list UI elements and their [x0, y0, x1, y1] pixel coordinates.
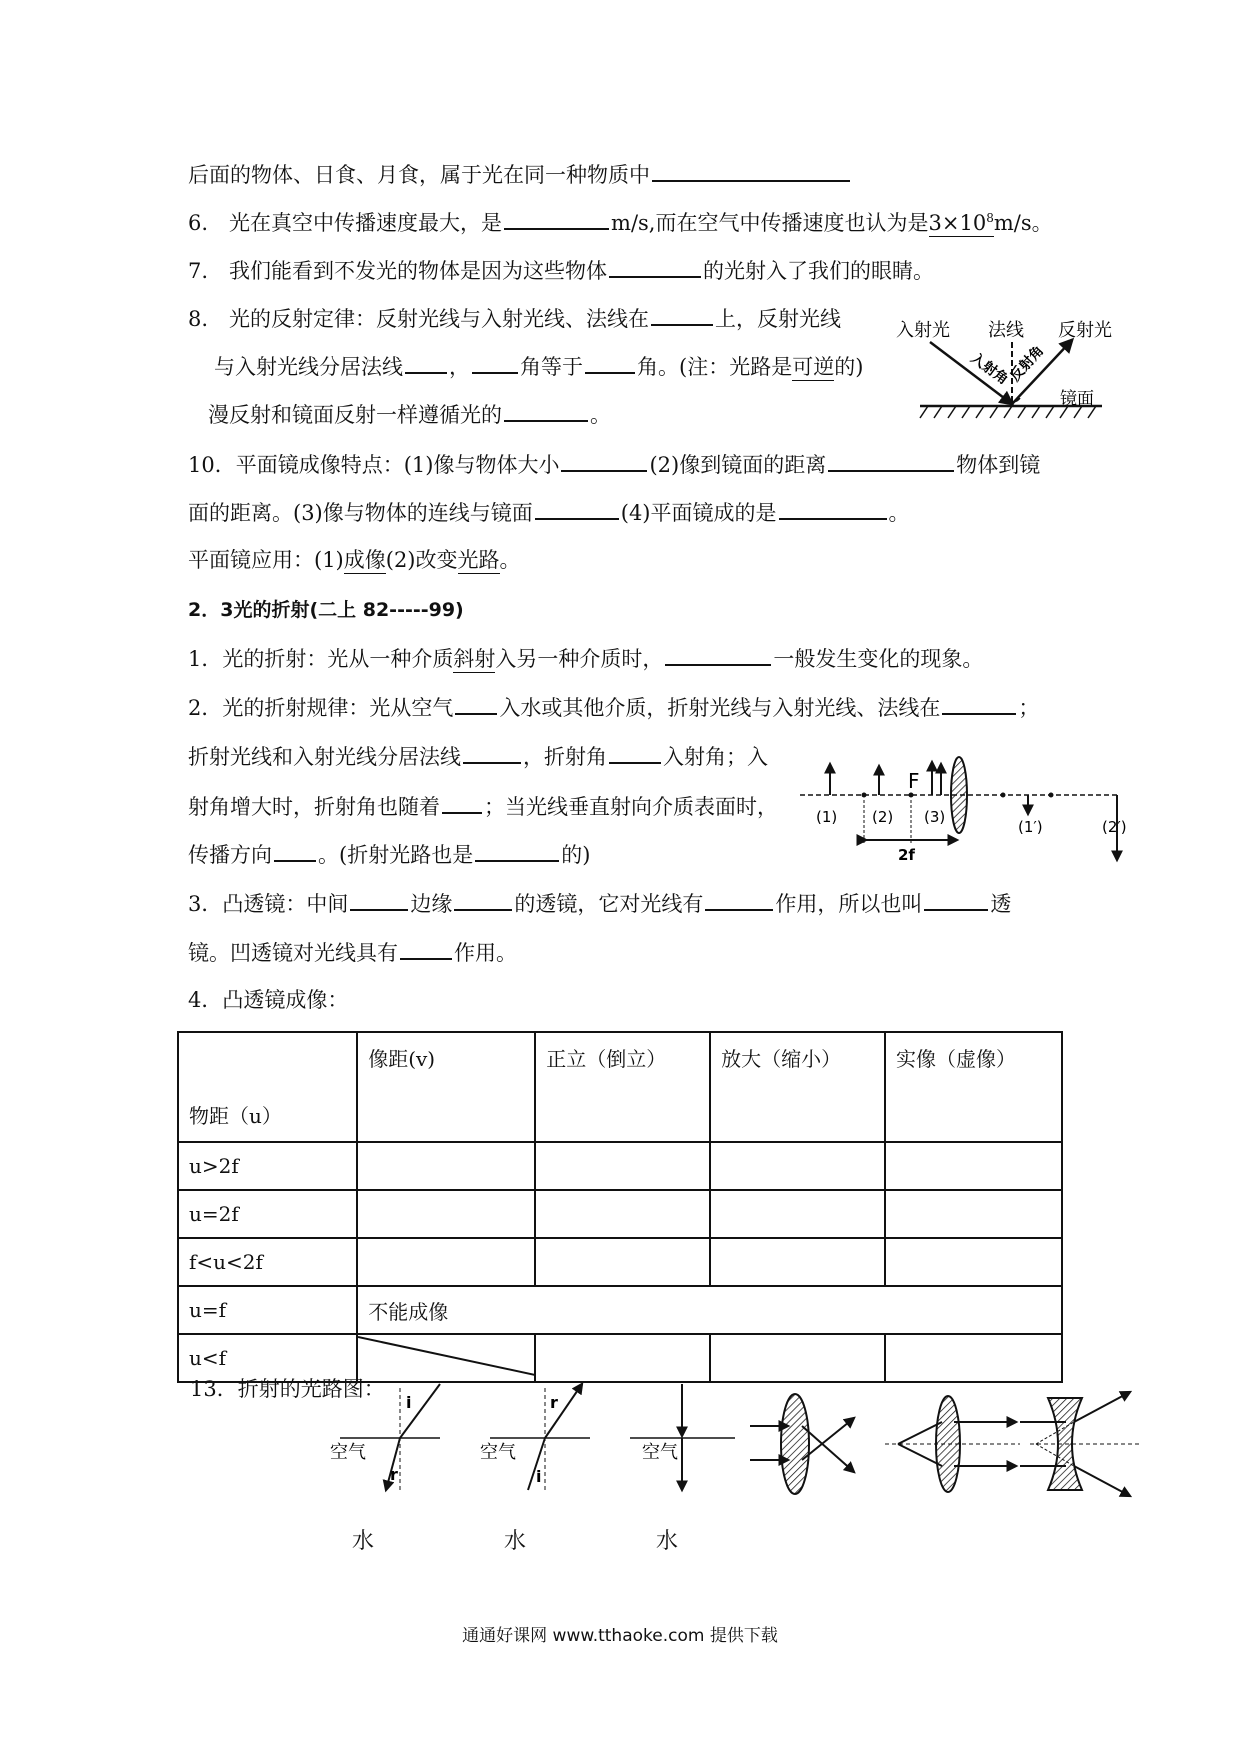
lens-diagram [800, 752, 1130, 872]
text: 入射角；入 [663, 745, 768, 769]
text: 水 [504, 1529, 527, 1554]
header-real [885, 1032, 1062, 1142]
text: 4．凸透镜成像： [188, 988, 349, 1012]
text: 7. 我们能看到不发光的物体是因为这些物体 [188, 259, 608, 283]
blank[interactable] [665, 642, 771, 666]
blank[interactable] [454, 887, 512, 911]
blank[interactable] [463, 740, 521, 764]
refraction-diagram-6 [1020, 1392, 1140, 1496]
blank[interactable] [705, 887, 773, 911]
cell[interactable] [710, 1334, 885, 1382]
text: ； [1018, 696, 1040, 720]
cell[interactable] [885, 1190, 1062, 1238]
question-8-line3 [208, 398, 611, 430]
text: 2．3光的折射(二上 82-----99) [188, 599, 464, 621]
cell[interactable] [357, 1190, 535, 1238]
refraction-q3-line2 [188, 936, 517, 968]
text: 角。(注：光路是 [637, 355, 793, 379]
text: (4)平面镜成的是 [620, 501, 777, 525]
text: 物体到镜 [956, 453, 1041, 477]
blank[interactable] [535, 496, 619, 520]
point-f [909, 793, 914, 798]
text: 的光射入了我们的眼睛。 [703, 259, 935, 283]
angle-r-label: r [550, 1393, 558, 1412]
text: 。 [499, 548, 521, 572]
blank[interactable] [472, 350, 518, 374]
question-10-line1 [188, 448, 1040, 480]
table-row [178, 1142, 1062, 1190]
text: 作用。 [454, 941, 517, 965]
blank[interactable] [609, 254, 701, 278]
table-header-row [178, 1032, 1062, 1142]
row-label [178, 1238, 357, 1286]
question-6 [188, 206, 1053, 238]
no-image-cell [357, 1286, 1062, 1334]
blank[interactable] [828, 448, 954, 472]
refraction-q4 [188, 985, 348, 1015]
header-upright [535, 1032, 710, 1142]
text: 不能成像 [368, 1299, 449, 1324]
angle-r-label: r [390, 1465, 398, 1484]
row-label [178, 1142, 357, 1190]
blank[interactable] [561, 448, 647, 472]
text: 。 [888, 501, 910, 525]
incident-label: 入射光 [896, 320, 950, 341]
plane-mirror-application [188, 545, 521, 575]
refraction-diagram-5 [885, 1396, 1020, 1492]
blank[interactable] [609, 740, 661, 764]
text: 的) [561, 843, 591, 867]
convex-lens-table [177, 1031, 1063, 1383]
text: 的透镜，它对光线有 [514, 892, 704, 916]
text: f<u<2f [189, 1250, 263, 1274]
water-label-2 [504, 1524, 526, 1555]
table-row [178, 1190, 1062, 1238]
twof-label: 2f [898, 846, 915, 864]
angle-i-label: i [536, 1467, 542, 1486]
refraction-q2-line4 [188, 838, 590, 870]
question-7 [188, 254, 934, 286]
angle-out-label: 反射角 [1007, 342, 1048, 385]
text: 漫反射和镜面反射一样遵循光的 [208, 403, 502, 427]
text: 10．平面镜成像特点：(1)像与物体大小 [188, 453, 560, 477]
text: 2．光的折射规律：光从空气 [188, 696, 454, 720]
blank[interactable] [924, 887, 988, 911]
blank[interactable] [274, 838, 316, 862]
footer [0, 1621, 1240, 1646]
text: 正立（倒立） [546, 1047, 667, 1071]
mirror-label: 镜面 [1060, 389, 1094, 409]
row-label [178, 1286, 357, 1334]
text: 斜射 [453, 647, 496, 671]
text: 折射光线和入射光线分居法线 [188, 745, 461, 769]
text: m/s。 [993, 211, 1053, 235]
text: 水 [656, 1529, 679, 1554]
section-heading [188, 595, 464, 625]
cell[interactable] [357, 1238, 535, 1286]
text: 水 [352, 1529, 375, 1554]
text: 像距(v) [368, 1047, 436, 1071]
text: ；当光线垂直射向介质表面时， [484, 795, 778, 819]
cell[interactable] [710, 1190, 885, 1238]
cell[interactable] [535, 1142, 710, 1190]
question-8-line1 [188, 302, 841, 334]
text: 。 [590, 403, 611, 427]
text: 透 [990, 892, 1012, 916]
text: 13．折射的光路图： [190, 1377, 385, 1401]
text: 物距（u） [189, 1104, 282, 1128]
refraction-diagram-1 [330, 1384, 440, 1490]
refraction-diagrams [330, 1378, 1150, 1528]
text: 8. 光的反射定律：反射光线与入射光线、法线在 [188, 307, 650, 331]
blank[interactable] [350, 887, 408, 911]
refraction-q1 [188, 642, 983, 674]
text: 后面的物体、日食、月食，属于光在同一种物质中 [188, 163, 650, 187]
text: (2)像到镜面的距离 [649, 453, 827, 477]
text: m/s,而在空气中传播速度也认为是 [611, 211, 929, 235]
line-top [188, 158, 852, 190]
water-label-3 [656, 1524, 678, 1555]
question-10-line2 [188, 496, 910, 528]
text: u=f [189, 1298, 227, 1322]
blank[interactable] [651, 302, 713, 326]
image-2-label: (2′) [1102, 818, 1127, 836]
row-label [178, 1190, 357, 1238]
text: 面的距离。(3)像与物体的连线与镜面 [188, 501, 533, 525]
cell[interactable] [535, 1334, 710, 1382]
text: u<f [189, 1346, 227, 1370]
text: 可逆 [792, 355, 835, 379]
blank[interactable] [400, 936, 452, 960]
text: 。(折射光路也是 [318, 843, 474, 867]
text: 成像 [343, 548, 386, 572]
text: 6. 光在真空中传播速度最大，是 [188, 211, 503, 235]
cell[interactable] [710, 1142, 885, 1190]
text: u>2f [189, 1154, 239, 1178]
text: 1．光的折射：光从一种介质 [188, 647, 454, 671]
refraction-q2-line1 [188, 691, 1039, 723]
text: 放大（缩小） [721, 1047, 842, 1071]
blank[interactable] [405, 350, 447, 374]
refraction-diagram-4 [750, 1394, 854, 1494]
text: 角等于 [520, 355, 583, 379]
cell[interactable] [535, 1238, 710, 1286]
refraction-q2-line2 [188, 740, 768, 772]
text: 实像（虚像） [896, 1047, 1017, 1071]
table-row [178, 1238, 1062, 1286]
text: ，折射角 [523, 745, 607, 769]
text: 一般发生变化的现象。 [773, 647, 984, 671]
blank[interactable] [504, 206, 609, 230]
focus-label: F [908, 769, 920, 793]
text: 3×10 [928, 211, 987, 235]
refraction-diagram-2 [480, 1384, 590, 1490]
text: 传播方向 [188, 843, 272, 867]
pos-2-label: (2) [872, 808, 894, 826]
text: 与入射光线分居法线 [214, 355, 403, 379]
cell[interactable] [535, 1190, 710, 1238]
pos-3-label: (3) [924, 808, 946, 826]
text: 入另一种介质时， [495, 647, 664, 671]
refraction-q2-line3 [188, 790, 778, 822]
cell[interactable] [357, 1142, 535, 1190]
text: 平面镜应用：(1) [188, 548, 344, 572]
header-image-distance [357, 1032, 535, 1142]
point-2f2 [1049, 793, 1054, 798]
text: 镜。凹透镜对光线具有 [188, 941, 398, 965]
air-label: 空气 [642, 1442, 678, 1463]
blank[interactable] [475, 838, 559, 862]
text: u=2f [189, 1202, 239, 1226]
angle-in-label: 入射角 [967, 350, 1012, 388]
text: ， [449, 355, 470, 379]
normal-label: 法线 [988, 320, 1024, 341]
exponent: 8 [986, 211, 994, 225]
water-label-1 [352, 1524, 374, 1555]
text: 作用，所以也叫 [775, 892, 923, 916]
blank[interactable] [779, 496, 887, 520]
cell[interactable] [885, 1142, 1062, 1190]
refraction-diagram-3 [630, 1384, 735, 1490]
header-object-distance [178, 1032, 357, 1142]
text: 通通好课网 www.tthaoke.com 提供下载 [462, 1626, 778, 1646]
blank[interactable] [504, 398, 588, 422]
text: (2)改变 [385, 548, 458, 572]
blank[interactable] [652, 158, 850, 182]
cell[interactable] [885, 1334, 1062, 1382]
header-magnify [710, 1032, 885, 1142]
text: 上，反射光线 [715, 307, 842, 331]
text: 的) [834, 355, 864, 379]
blank[interactable] [455, 691, 497, 715]
text: 光路 [457, 548, 500, 572]
text: 3．凸透镜：中间 [188, 892, 349, 916]
text: 入水或其他介质，折射光线与入射光线、法线在 [499, 696, 941, 720]
table-row [178, 1286, 1062, 1334]
cell[interactable] [885, 1238, 1062, 1286]
speed-value [929, 211, 994, 237]
reflection-diagram [892, 312, 1132, 430]
blank[interactable] [442, 790, 482, 814]
reflected-label: 反射光 [1058, 320, 1112, 341]
cell[interactable] [710, 1238, 885, 1286]
lens-shape [951, 757, 967, 833]
angle-i-label: i [406, 1393, 412, 1412]
image-1-label: (1′) [1018, 818, 1043, 836]
text: 边缘 [410, 892, 453, 916]
air-label: 空气 [330, 1442, 366, 1463]
blank[interactable] [942, 691, 1016, 715]
pos-1-label: (1) [816, 808, 838, 826]
refraction-q3-line1 [188, 887, 1011, 919]
question-8-line2 [214, 350, 863, 382]
air-label: 空气 [480, 1442, 516, 1463]
point-2f [862, 793, 867, 798]
text: 射角增大时，折射角也随着 [188, 795, 440, 819]
point-f2 [1001, 793, 1006, 798]
blank[interactable] [585, 350, 635, 374]
